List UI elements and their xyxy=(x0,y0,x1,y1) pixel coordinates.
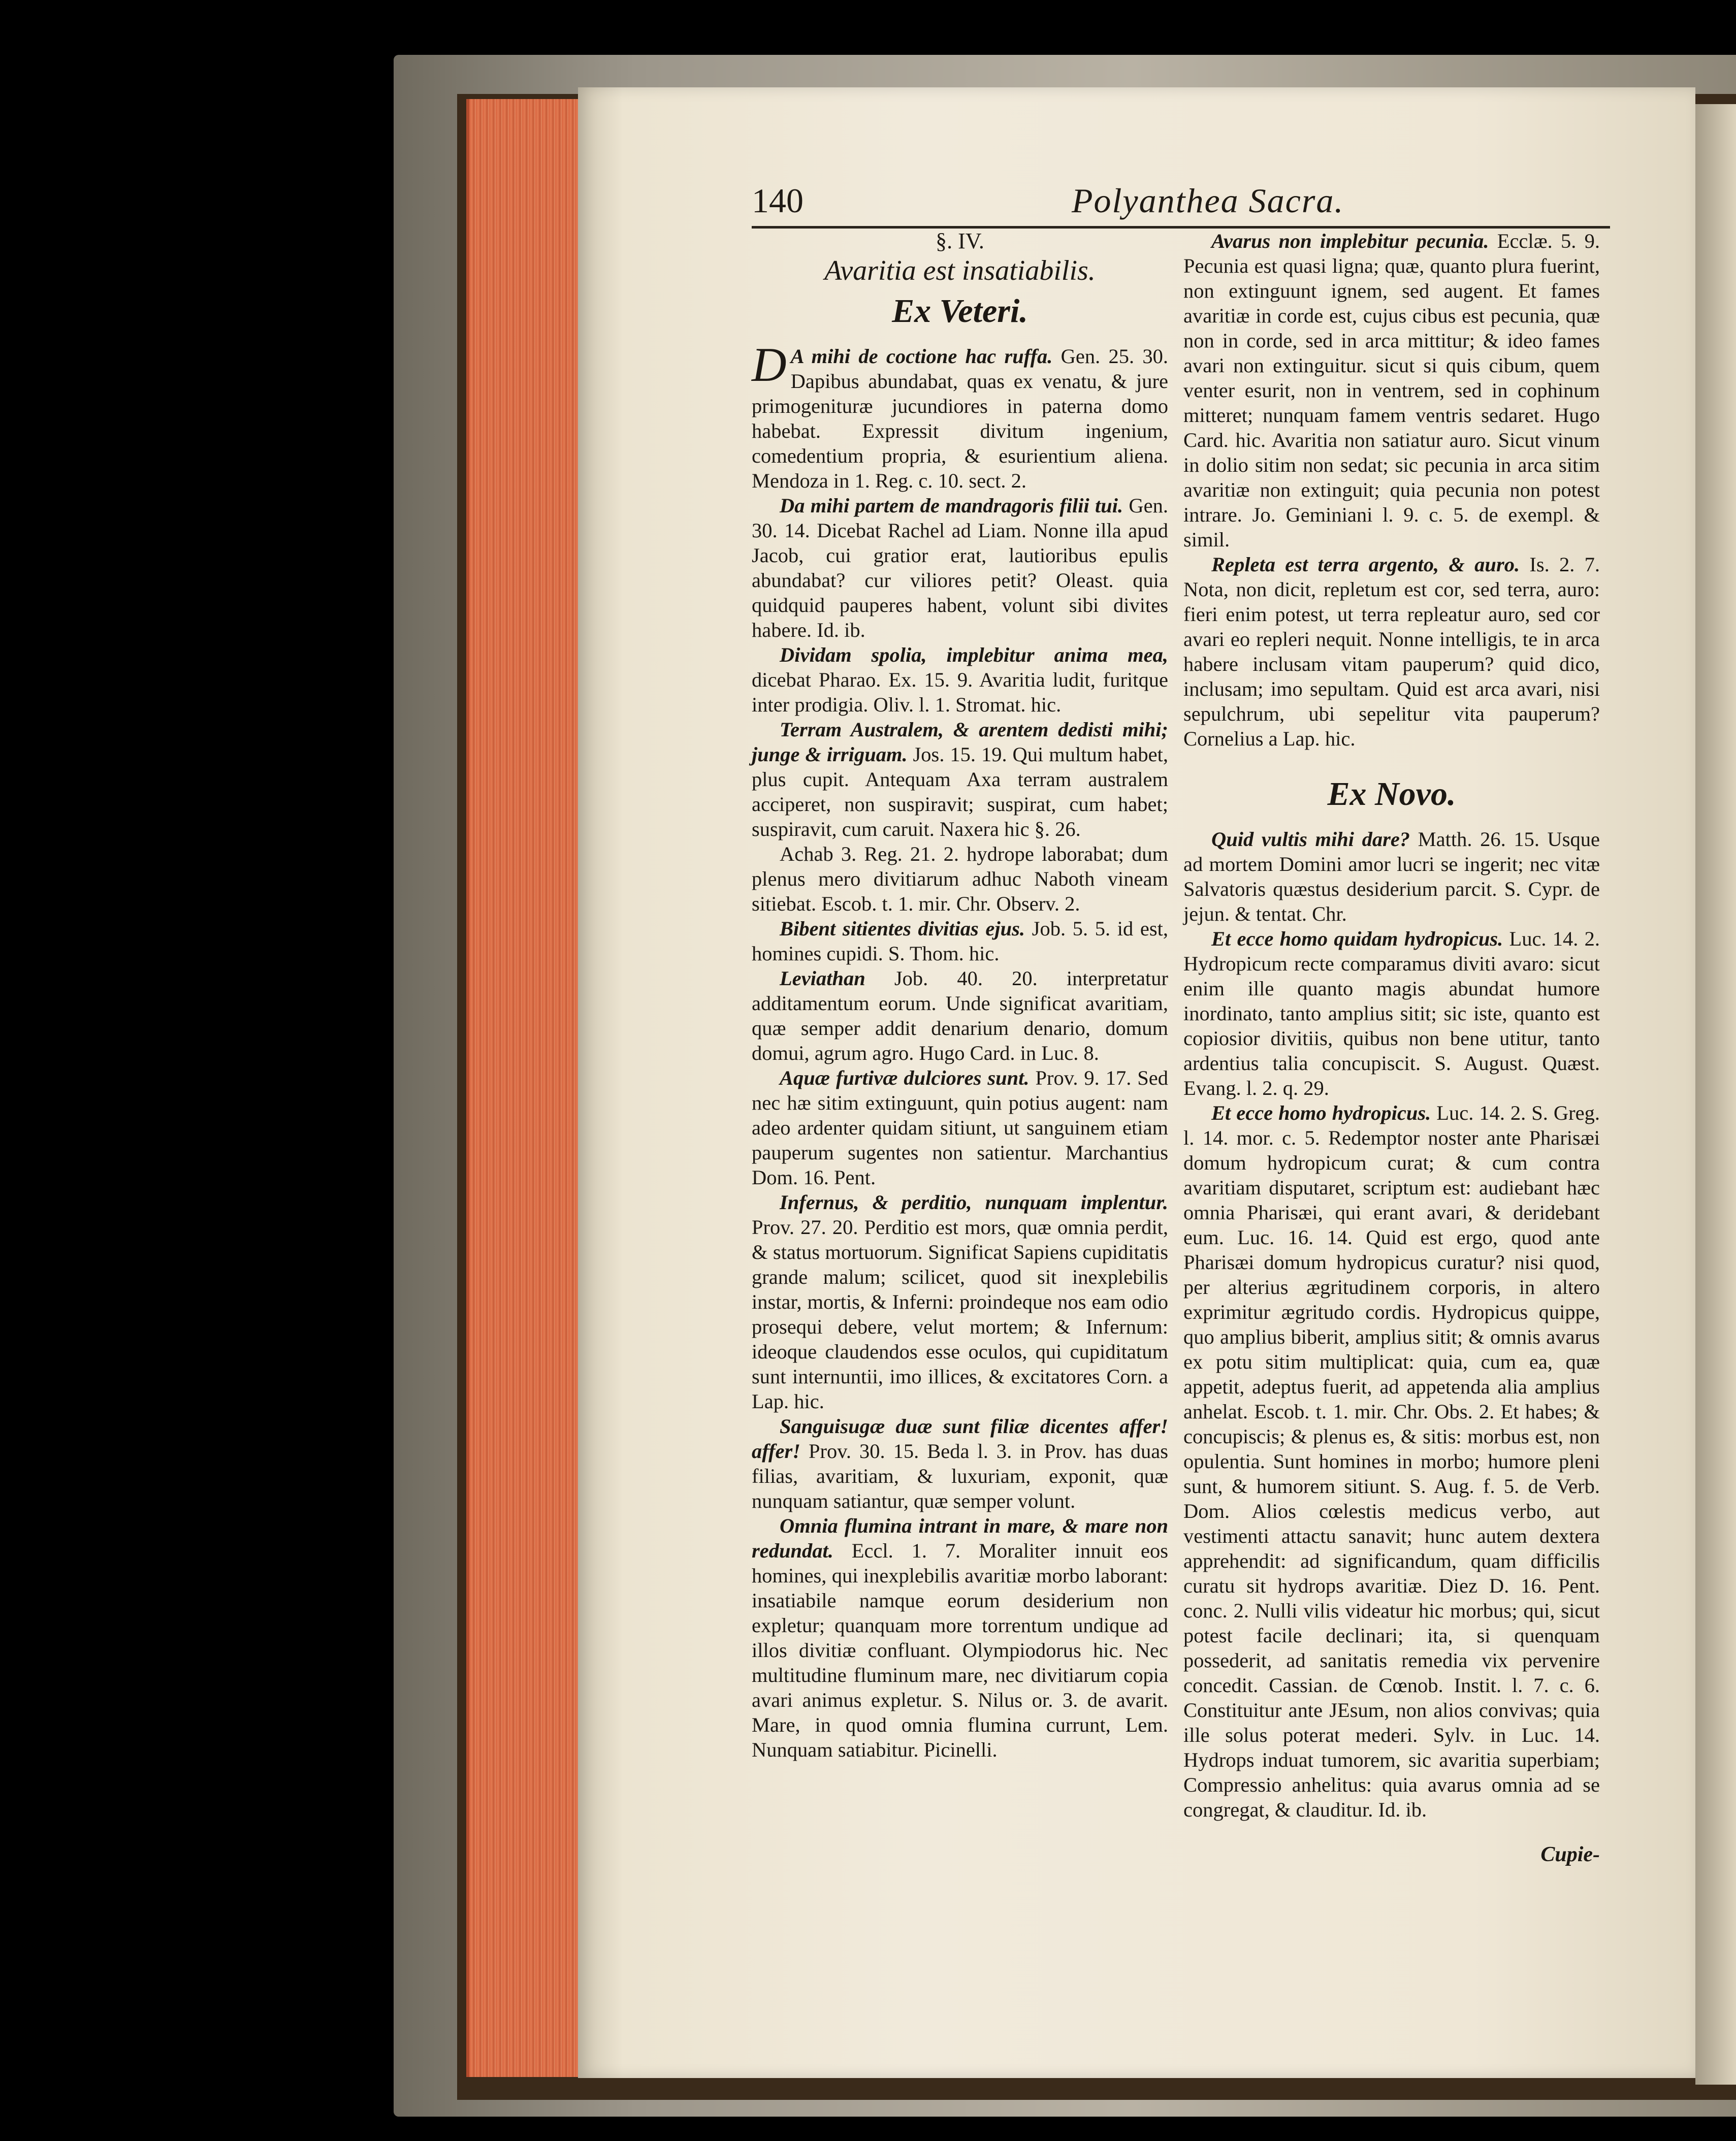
left-column xyxy=(752,229,1168,1762)
entry xyxy=(752,841,1168,916)
facing-page-edge xyxy=(1695,104,1736,2085)
entry-lemma: Sanguisugæ duæ sunt filiæ dicentes affer! affer! xyxy=(752,1415,1168,1463)
entry-lemma: Leviathan xyxy=(780,967,865,990)
entry-lemma: Omnia flumina intrant in mare, & mare non redundat. xyxy=(752,1514,1168,1562)
entry-text: Prov. 27. 20. Perditio est mors, quæ omnia perdit, & status mortuorum. Significat Sapiens cupiditatis grande malum; scilicet, quod sit inexplebilis instar, mortis, & Inferni: proindeque nos eam odio prosequi debere, velut mortem; & Infernum: ideoque claudendos esse oculos, qui cupiditatum sunt internuntii, imo illices, & excitatores Corn. a Lap. hic. xyxy=(752,1216,1168,1413)
drop-cap: D xyxy=(752,338,787,392)
entry xyxy=(1183,552,1600,751)
entry xyxy=(752,916,1168,966)
entry xyxy=(1183,827,1600,926)
catchword: Cupie- xyxy=(1540,1843,1600,1866)
entry xyxy=(752,338,1168,493)
entry-text: Gen. 30. 14. Dicebat Rachel ad Liam. Nonne illa apud Jacob, cui gratior erat, lautioribus epulis abundabat? cur viliores petit? Oleast. quia quidquid pauperes habent, volunt sibi divites habere. Id. ib. xyxy=(752,494,1168,641)
entry-lemma: Repleta est terra argento, & auro. xyxy=(1211,553,1520,576)
entry xyxy=(752,717,1168,841)
page-number: 140 xyxy=(752,181,803,220)
entry xyxy=(1183,926,1600,1100)
page-header xyxy=(752,170,1610,229)
entry xyxy=(1183,229,1600,552)
entry-lemma: Infernus, & perditio, nunquam implentur. xyxy=(780,1191,1168,1214)
entry xyxy=(752,493,1168,642)
sub-heading-ex-novo: Ex Novo. xyxy=(1327,775,1456,813)
right-entries-bottom xyxy=(1183,827,1600,1822)
entry-lemma: Aquæ furtivæ dulciores sunt. xyxy=(780,1066,1030,1089)
entry-text: Prov. 9. 17. Sed nec hæ sitim extinguunt, quin potius augent: nam adeo ardenter quidam sitiunt, ut sanguinem etiam pauperum sugentes non satientur. Marchantius Dom. 16. Pent. xyxy=(752,1066,1168,1189)
entry-text: Job. 5. 5. id est, homines cupidi. S. Thom. hic. xyxy=(752,917,1168,965)
left-entries xyxy=(752,338,1168,1762)
entry-text: Jos. 15. 19. Qui multum habet, plus cupit. Antequam Axa terram australem acciperet, non suspiravit; suspirat, cum habet; suspiravit, cum caruit. Naxera hic §. 26. xyxy=(752,743,1168,840)
entry-lemma: A mihi de coctione hac ruffa. xyxy=(790,345,1053,368)
entry-lemma: Dividam spolia, implebitur anima mea, xyxy=(780,643,1168,666)
entry-lemma: Terram Australem, & arentem dedisti mihi; junge & irriguam. xyxy=(752,718,1168,766)
entry xyxy=(752,1190,1168,1414)
entry-lemma: Bibent sitientes divitias ejus. xyxy=(780,917,1025,940)
entry-text: Ecclæ. 5. 9. Pecunia est quasi ligna; quæ, quanto plura fuerint, non extinguunt ignem, sed augent. Et fames avaritiæ in corde est, cujus cibus est pecunia, quæ non in corde, sed in arca mittitur; & ideo fames avari non extinguitur. sicut si quis cibum, quem venter esurit, non in ventrem, sed in cophinum mitteret; nunquam famem ventris sedaret. Hugo Card. hic. Avaritia non satiatur auro. Sicut vinum in dolio sitim non sedat; sic pecunia in arca sitim avaritiæ non extinguit; quia pecunia non potest intrare. Jo. Geminiani l. 9. c. 5. de exempl. & simil. xyxy=(1183,230,1600,551)
entry xyxy=(1183,1100,1600,1822)
entry-text: Prov. 30. 15. Beda l. 3. in Prov. has duas filias, avaritiam, & luxuriam, exponit, quæ nunquam satiantur, quæ semper volunt. xyxy=(752,1440,1168,1512)
entry-text: Eccl. 1. 7. Moraliter innuit eos homines, qui inexplebilis avaritiæ morbo laborant: insatiabile namque eorum desiderium non expletur; quanquam more torrentum undique ad illos divitiæ confluant. Olympiodorus hic. Nec multitudine fluminum mare, nec divitiarum copia avari animus expletur. S. Nilus or. 3. de avarit. Mare, in quod omnia flumina currunt, Lem. Nunquam satiabitur. Picinelli. xyxy=(752,1539,1168,1761)
entry-lemma: Et ecce homo quidam hydropicus. xyxy=(1211,927,1503,950)
entry-text: Job. 40. 20. interpretatur additamentum eorum. Unde significat avaritiam, quæ semper addit denarium denario, domum domui, agrum agro. Hugo Card. in Luc. 8. xyxy=(752,967,1168,1064)
running-title: Polyanthea Sacra. xyxy=(1072,181,1344,220)
entry-text: Is. 2. 7. Nota, non dicit, repletum est cor, sed terra, auro: fieri enim potest, ut terra repleatur auro, sed cor avari eo repleri nequit. Nonne intelligis, te in arca habere inclusam vitam pauperum? quid dico, inclusam; imo sepultam. Quid est arca avari, nisi sepulchrum, ubi sepelitur vita pauperum? Cornelius a Lap. hic. xyxy=(1183,553,1600,750)
entry-text: Luc. 14. 2. Hydropicum recte comparamus diviti avaro: sicut enim ille quanto magis abundat humore inordinato, tanto amplius sitit; sic iste, quanto est copiosior divitiis, quibus non bene utitur, tanto ardentius talia concupiscit. S. August. Quæst. Evang. l. 2. q. 29. xyxy=(1183,927,1600,1099)
section-title: Avaritia est insatiabilis. xyxy=(824,255,1096,286)
entry-text: dicebat Pharao. Ex. 15. 9. Avaritia ludit, furitque inter prodigia. Oliv. l. 1. Stromat. hic. xyxy=(752,668,1168,716)
entry xyxy=(752,1065,1168,1190)
entry-lemma: Da mihi partem de mandragoris filii tui. xyxy=(780,494,1123,517)
entry xyxy=(752,642,1168,717)
entry xyxy=(752,1513,1168,1762)
entry-text: Matth. 26. 15. Usque ad mortem Domini amor lucri se ingerit; nec vitæ Salvatoris quæstus desiderium parcit. S. Cypr. de jejun. & tentat. Chr. xyxy=(1183,828,1600,925)
entry-text: Gen. 25. 30. Dapibus abundabat, quas ex venatu, & jure primogenituræ jucundiores in paterna domo habebat. Expressit divitum ingenium, comedentium propria, & esurientium aliena. Mendoza in 1. Reg. c. 10. sect. 2. xyxy=(752,345,1168,492)
entry-text: Luc. 14. 2. S. Greg. l. 14. mor. c. 5. Redemptor noster ante Pharisæi domum hydropicum curat; & cum contra avaritiam disputaret, scriptum est: audiebant hæc omnia Pharisæi, qui erant avari, & deridebant eum. Luc. 16. 14. Quid est ergo, quod ante Pharisæi domum hydropicus curatur? nisi quod, per alterius ægritudinem corporis, in altero exprimitur ægritudo cordis. Hydropicus quippe, quo amplius biberit, amplius sitit; & omnis avarus ex potu sitim multiplicat: quia, cum ea, quæ appetit, adeptus fuerit, ad appetenda alia amplius anhelat. Escob. t. 1. mir. Chr. Obs. 2. Et habes; & concupiscis; & plenus es, & sitis: morbus est, non opulentia. Sunt homines in morbo; humore pleni sunt, & humorem sitiunt. S. Aug. f. 5. de Verb. Dom. Alios cœlestis medicus verbo, aut vestimenti attactu sanavit; hunc autem dextera apprehendit: ad significandum, quam difficilis curatu sit hydrops avaritiæ. Diez D. 16. Pent. conc. 2. Nulli vilis videatur hic morbus; qui, sicut potest facile declinari; ita, si quenquam possederit, ad sanitatis remedia vix pervenire concedit. Cassian. de Cœnob. Instit. l. 7. c. 6. Constituitur ante JEsum, non alios convivas; quia ille solus poterat mederi. Sylv. in Luc. 14. Hydrops induat tumorem, sic avaritia superbiam; Compressio anhelitus: quia avarus omnia ad se congregat, & clauditur. Id. ib. xyxy=(1183,1101,1600,1821)
entry-lemma: Quid vultis mihi dare? xyxy=(1211,828,1410,851)
entry-lemma: Avarus non implebitur pecunia. xyxy=(1211,230,1489,252)
entry-lemma: Et ecce homo hydropicus. xyxy=(1211,1101,1431,1124)
entry xyxy=(752,966,1168,1065)
red-page-edges xyxy=(466,99,581,2077)
entry-text: Achab 3. Reg. 21. 2. hydrope laborabat; dum plenus mero divitiarum adhuc Naboth vineam sitiebat. Escob. t. 1. mir. Chr. Observ. 2. xyxy=(752,842,1168,915)
section-number: §. IV. xyxy=(936,229,984,253)
sub-heading-ex-veteri: Ex Veteri. xyxy=(892,293,1028,330)
right-column xyxy=(1183,229,1600,1867)
right-entries-top xyxy=(1183,229,1600,751)
entry xyxy=(752,1414,1168,1513)
